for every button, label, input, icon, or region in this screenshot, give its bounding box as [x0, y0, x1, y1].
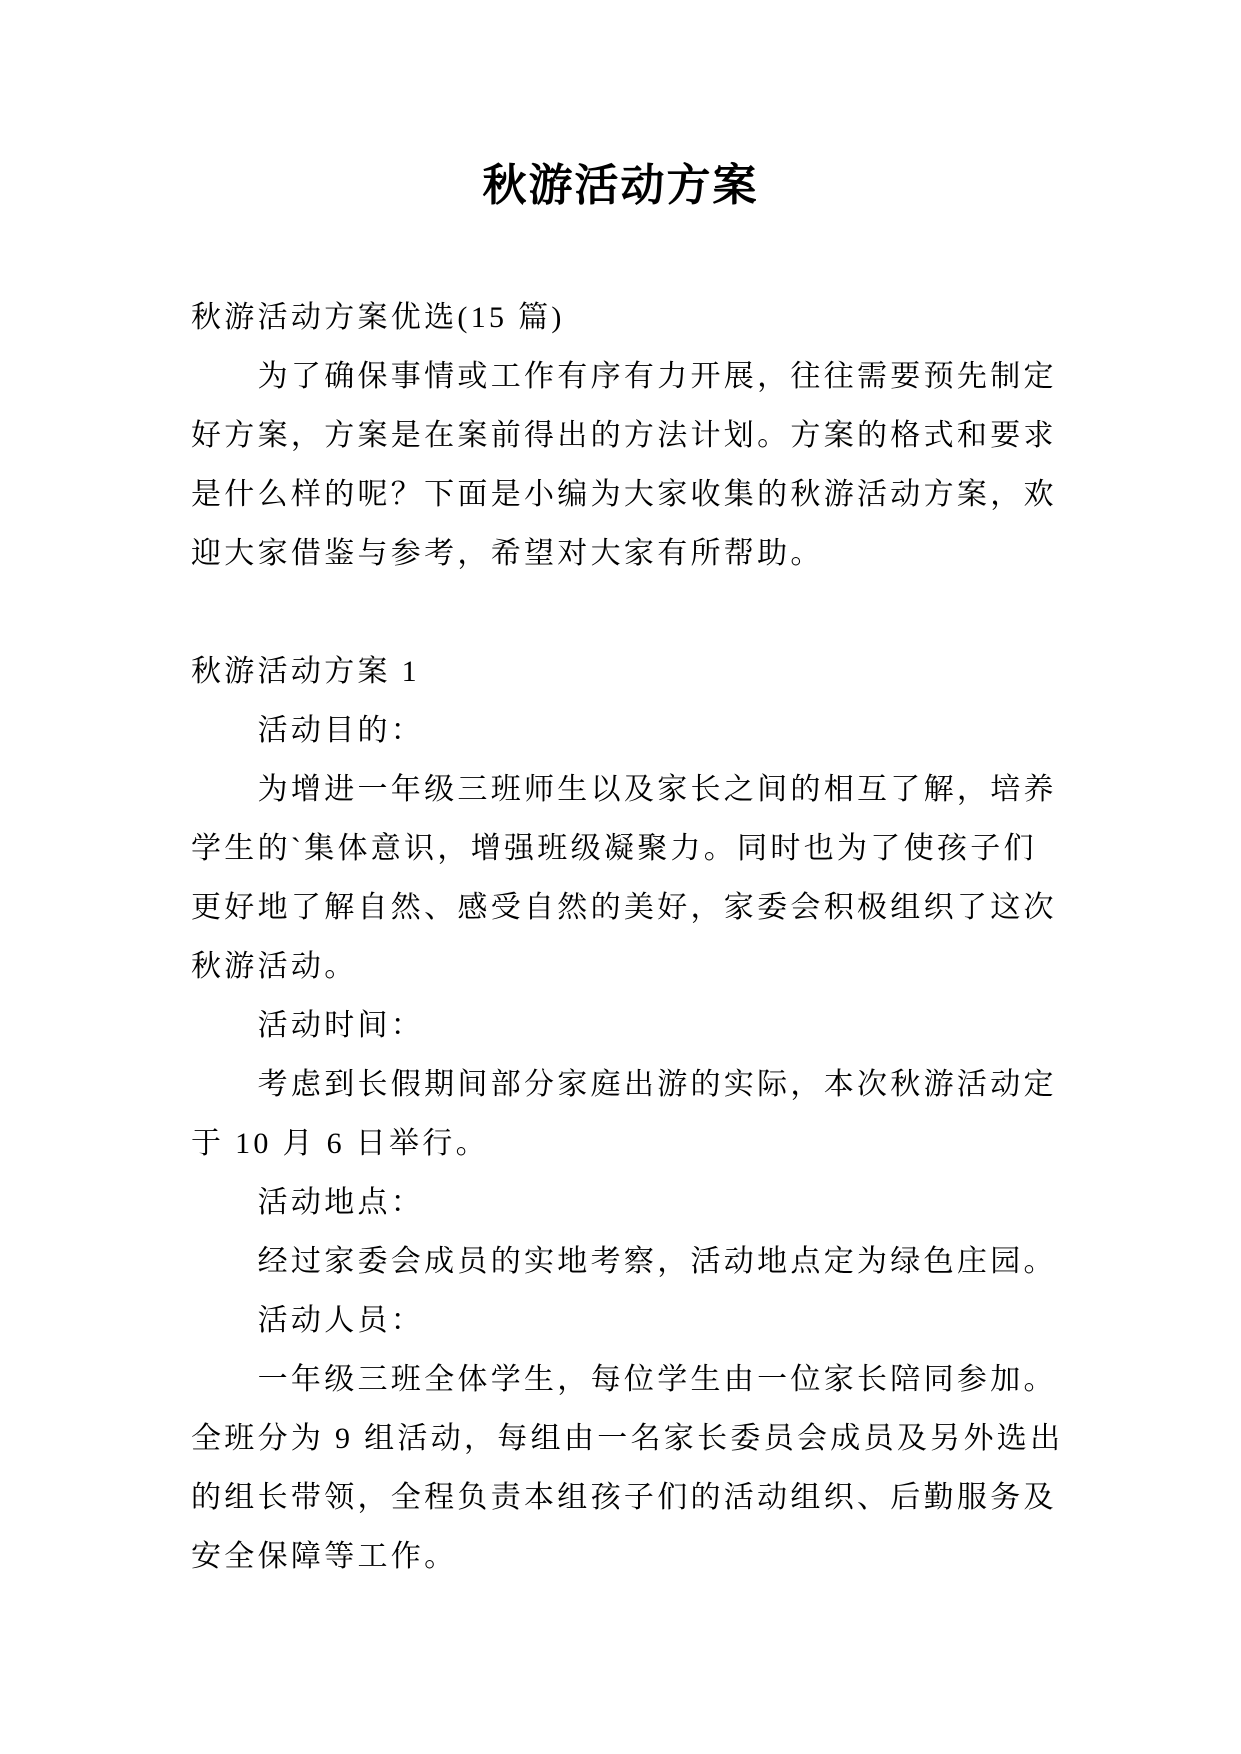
- purpose-paragraph: [191, 760, 1063, 996]
- paragraph-line: 为增进一年级三班师生以及家长之间的相互了解，培养: [257, 773, 1057, 806]
- personnel-label: 活动人员：: [257, 1304, 425, 1337]
- section-heading: 秋游活动方案 1: [191, 655, 420, 688]
- paragraph-line: 为了确保事情或工作有序有力开展，往往需要预先制定: [257, 360, 1057, 393]
- paragraph-line: 全班分为 9 组活动，每组由一名家长委员会成员及另外选出: [191, 1422, 1064, 1455]
- document-subtitle: 秋游活动方案优选(15 篇): [191, 301, 565, 334]
- purpose-label: 活动目的：: [257, 714, 425, 747]
- paragraph-line: 好方案，方案是在案前得出的方法计划。方案的格式和要求: [191, 419, 1057, 452]
- personnel-paragraph: [191, 1350, 1063, 1586]
- paragraph-line: 一年级三班全体学生，每位学生由一位家长陪同参加。: [257, 1363, 1057, 1396]
- paragraph-line: 安全保障等工作。: [191, 1540, 458, 1573]
- paragraph-line: 的组长带领，全程负责本组孩子们的活动组织、后勤服务及: [191, 1481, 1057, 1514]
- document-title: 秋游活动方案: [482, 161, 759, 210]
- paragraph-line: 考虑到长假期间部分家庭出游的实际，本次秋游活动定: [257, 1068, 1057, 1101]
- document-body: [191, 288, 1063, 1586]
- paragraph-line: 于 10 月 6 日举行。: [191, 1127, 489, 1160]
- location-label: 活动地点：: [257, 1186, 425, 1219]
- time-paragraph: [191, 1055, 1063, 1173]
- paragraph-line: 更好地了解自然、感受自然的美好，家委会积极组织了这次: [191, 891, 1057, 924]
- paragraph-line: 是什么样的呢？下面是小编为大家收集的秋游活动方案，欢: [191, 478, 1057, 511]
- time-label: 活动时间：: [257, 1009, 425, 1042]
- paragraph-line: 秋游活动。: [191, 950, 358, 983]
- paragraph-line: 学生的`集体意识，增强班级凝聚力。同时也为了使孩子们: [191, 832, 1037, 865]
- intro-paragraph: [191, 347, 1063, 583]
- paragraph-line: 迎大家借鉴与参考，希望对大家有所帮助。: [191, 537, 824, 570]
- location-paragraph: [191, 1232, 1063, 1291]
- paragraph-line: 经过家委会成员的实地考察，活动地点定为绿色庄园。: [257, 1245, 1057, 1278]
